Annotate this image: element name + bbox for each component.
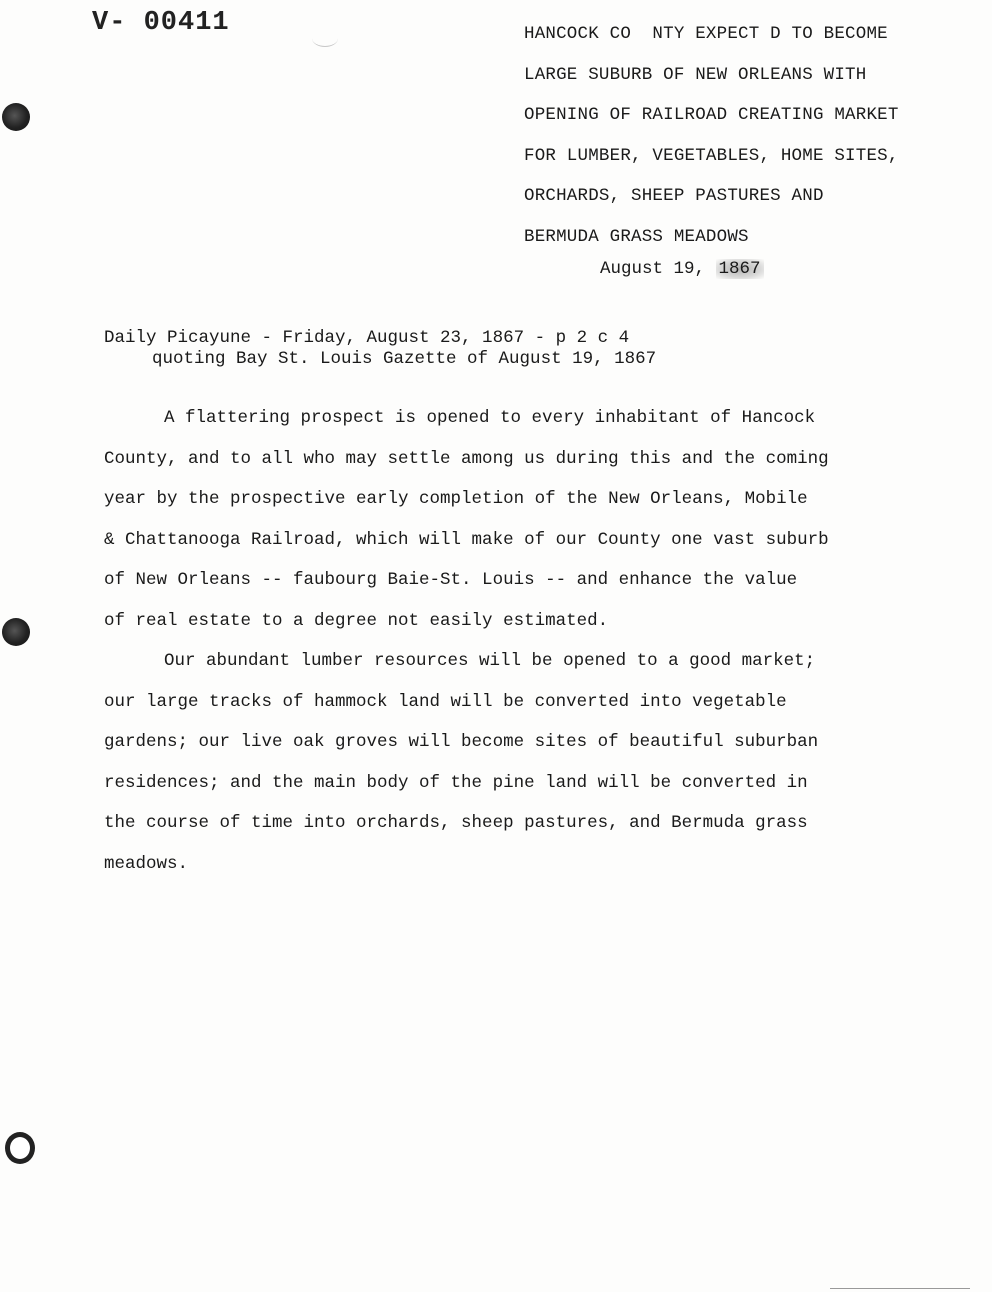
headline-block — [524, 14, 964, 283]
headline-line: LARGE SUBURB OF NEW ORLEANS WITH — [524, 64, 867, 85]
paragraph-line: meadows. — [104, 853, 189, 874]
headline-date-year: 1867 — [716, 259, 764, 279]
paragraph-line: of New Orleans -- faubourg Baie-St. Louis -- and enhance the value — [104, 570, 798, 590]
paragraph-line: Our abundant lumber resources will be opened to a good market; — [164, 651, 816, 671]
punch-hole — [5, 1132, 35, 1164]
paragraph-line: the course of time into orchards, sheep pastures, and Bermuda grass — [104, 813, 808, 833]
article-body — [104, 398, 954, 884]
source-citation — [104, 328, 656, 370]
punch-hole — [2, 618, 30, 646]
paragraph-line: year by the prospective early completion of the New Orleans, Mobile — [104, 489, 808, 509]
citation-line-1: Daily Picayune - Friday, August 23, 1867 - p 2 c 4 — [104, 328, 630, 348]
paragraph-line: A flattering prospect is opened to every inhabitant of Hancock — [164, 408, 816, 428]
document-id: V- 00411 — [92, 8, 230, 38]
paragraph-line: & Chattanooga Railroad, which will make of our County one vast suburb — [104, 529, 829, 550]
bottom-rule — [830, 1288, 970, 1289]
paragraph-1 — [104, 398, 954, 641]
paragraph-line: of real estate to a degree not easily estimated. — [104, 610, 609, 631]
punch-hole — [2, 103, 30, 131]
headline-date-prefix: August 19, — [600, 259, 716, 279]
headline-line: ORCHARDS, SHEEP PASTURES AND — [524, 186, 824, 206]
headline-line: OPENING OF RAILROAD CREATING MARKET — [524, 105, 899, 125]
citation-line-2: quoting Bay St. Louis Gazette of August 19, 1867 — [152, 349, 657, 369]
paragraph-line: County, and to all who may settle among us during this and the coming — [104, 448, 829, 469]
paragraph-line: our large tracks of hammock land will be converted into vegetable — [104, 691, 787, 712]
headline-date — [600, 255, 964, 283]
paragraph-2 — [104, 641, 954, 884]
paragraph-line: residences; and the main body of the pine land will be converted in — [104, 772, 808, 793]
headline-line: FOR LUMBER, VEGETABLES, HOME SITES, — [524, 145, 899, 166]
headline-line: BERMUDA GRASS MEADOWS — [524, 226, 749, 247]
paper-smudge — [312, 30, 338, 47]
paragraph-line: gardens; our live oak groves will become sites of beautiful suburban — [104, 732, 819, 752]
headline-line: HANCOCK CO NTY EXPECT D TO BECOME — [524, 24, 888, 44]
